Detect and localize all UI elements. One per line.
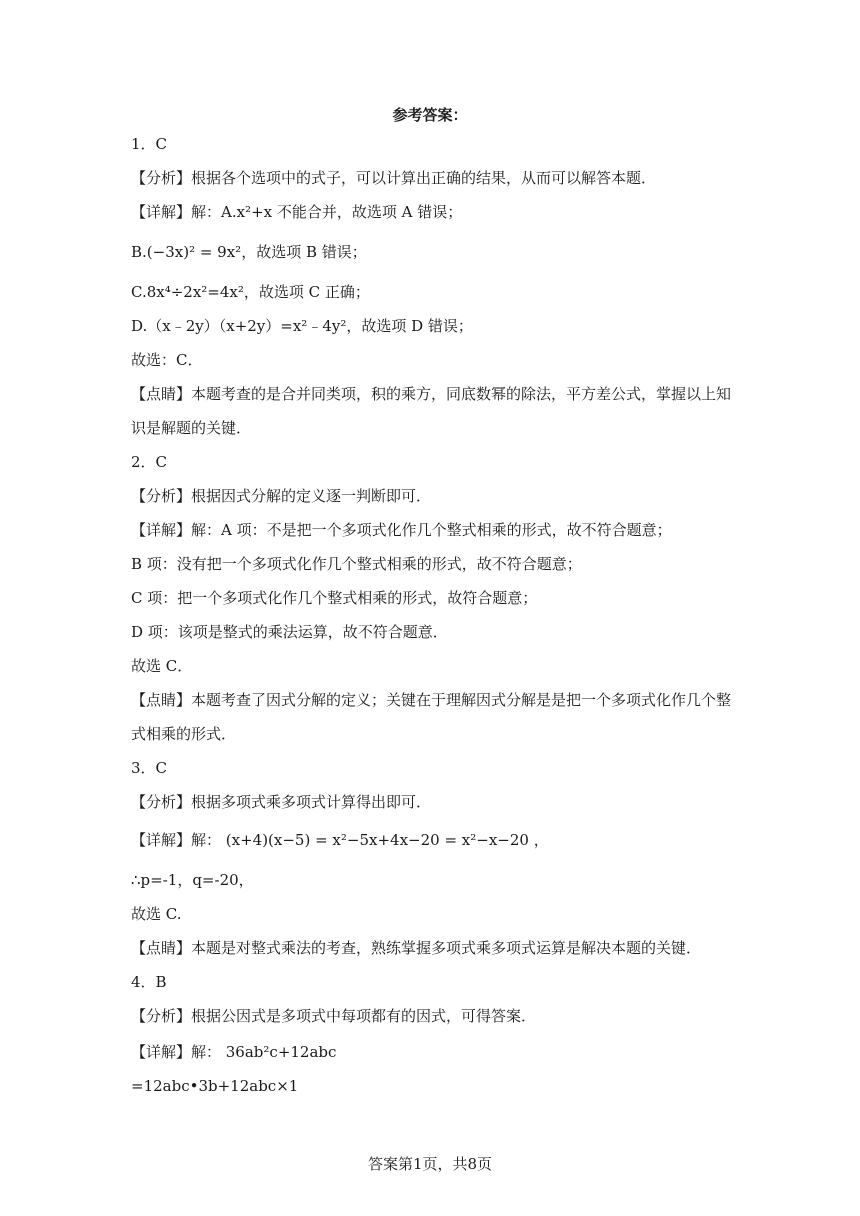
detail-2-a: 【详解】解：A 项：不是把一个多项式化作几个整式相乘的形式，故不符合题意； <box>131 521 672 539</box>
choice-3: 故选 C. <box>131 905 182 923</box>
analysis-4: 【分析】根据公因式是多项式中每项都有的因式，可得答案． <box>131 1007 537 1025</box>
comment-1-line1: 【点睛】本题考查的是合并同类项，积的乘方，同底数幂的除法，平方差公式，掌握以上知 <box>131 385 732 403</box>
comment-2-line2: 式相乘的形式． <box>131 725 237 743</box>
detail-2-c: C 项：把一个多项式化作几个整式相乘的形式，故符合题意； <box>131 589 538 607</box>
comment-3: 【点睛】本题是对整式乘法的考查，熟练掌握多项式乘多项式运算是解决本题的关键． <box>131 939 702 957</box>
detail-1-a: 【详解】解：A.x²+x 不能合并，故选项 A 错误； <box>131 203 463 221</box>
result-3: ∴p=-1，q=-20， <box>131 871 254 889</box>
analysis-2: 【分析】根据因式分解的定义逐一判断即可． <box>131 487 432 505</box>
answer-number-3: 3．C <box>131 759 168 777</box>
analysis-1: 【分析】根据各个选项中的式子，可以计算出正确的结果，从而可以解答本题． <box>131 169 657 187</box>
page-footer: 答案第1页，共8页 <box>367 1155 493 1173</box>
comment-2-line1: 【点睛】本题考查了因式分解的定义；关键在于理解因式分解是是把一个多项式化作几个整 <box>131 691 732 709</box>
detail-1-d: D.（x﹣2y）（x+2y）=x²﹣4y²，故选项 D 错误； <box>131 317 473 335</box>
choice-1: 故选：C． <box>131 351 203 369</box>
detail-2-d: D 项：该项是整式的乘法运算，故不符合题意． <box>131 623 448 641</box>
detail-1-c: C.8x⁴÷2x²=4x²，故选项 C 正确； <box>131 283 370 301</box>
choice-2: 故选 C． <box>131 657 193 675</box>
analysis-3: 【分析】根据多项式乘多项式计算得出即可． <box>131 793 432 811</box>
answer-number-4: 4．B <box>131 973 167 991</box>
answer-number-1: 1．C <box>131 135 168 153</box>
answer-number-2: 2．C <box>131 453 168 471</box>
detail-2-b: B 项：没有把一个多项式化作几个整式相乘的形式，故不符合题意； <box>131 555 582 573</box>
page-title: 参考答案： <box>392 106 468 124</box>
comment-1-line2: 识是解题的关键． <box>131 419 252 437</box>
detail-4-step: =12abc•3b+12abc×1 <box>131 1077 299 1095</box>
detail-4: 【详解】解： 36ab²c+12abc <box>131 1043 337 1061</box>
detail-3: 【详解】解： (x+4)(x−5) = x²−5x+4x−20 = x²−x−20 ， <box>131 831 549 849</box>
detail-1-b: B.(−3x)² = 9x²，故选项 B 错误； <box>131 243 367 261</box>
